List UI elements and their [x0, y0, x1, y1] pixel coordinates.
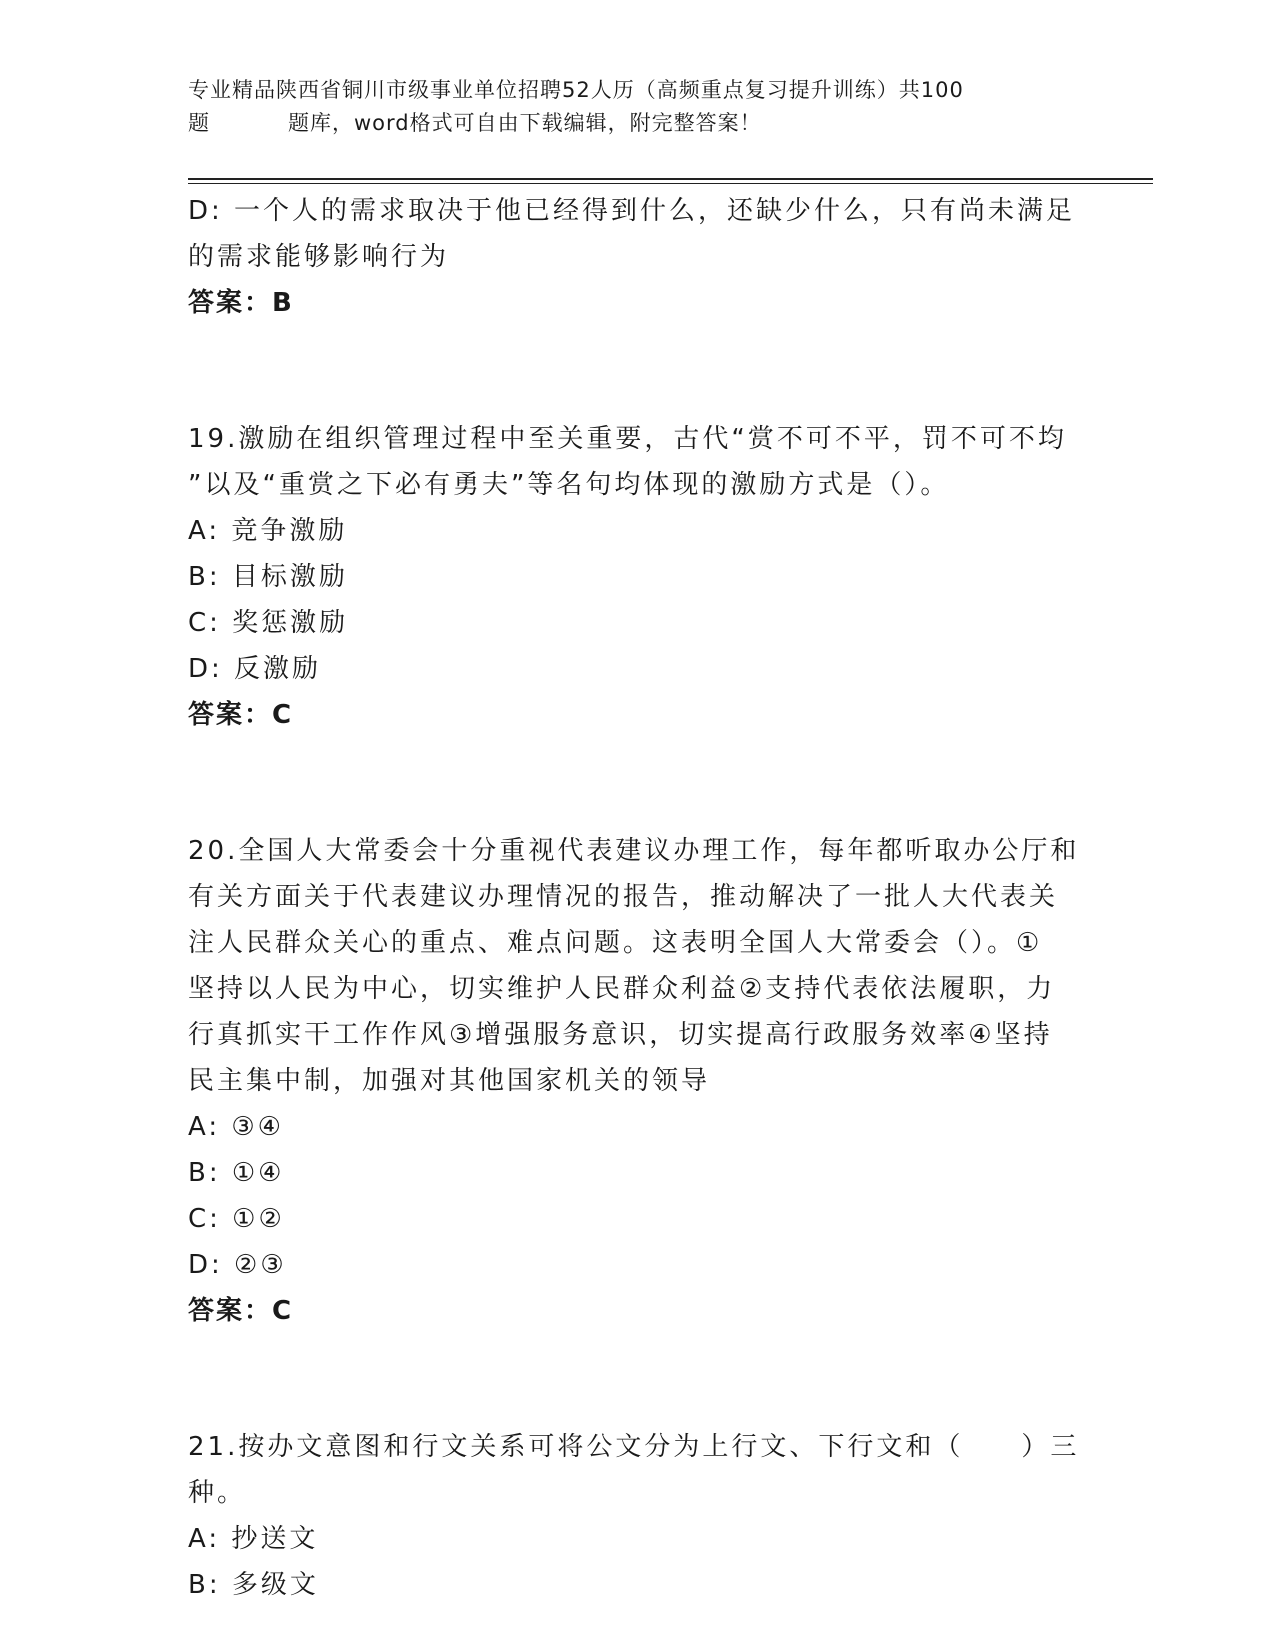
header-divider-thin: [188, 183, 1153, 184]
q20-answer: 答案：C: [188, 1296, 294, 1326]
q19-option-a: A: 竞争激励: [188, 516, 348, 546]
q21-option-b: B: 多级文: [188, 1570, 319, 1600]
q19-option-c: C: 奖惩激励: [188, 608, 349, 638]
q20-option-a: A: ③④: [188, 1112, 284, 1142]
question-spacer: [188, 326, 1068, 416]
q20-stem-line-2: 有关方面关于代表建议办理情况的报告，推动解决了一批人大代表关: [188, 882, 1059, 912]
question-spacer: [188, 1334, 1068, 1424]
page-header: [188, 74, 1088, 140]
q21-stem-line-2: 种。: [188, 1478, 247, 1508]
question-18-tail: [188, 188, 1076, 326]
q20-stem-line-5: 行真抓实干工作作风③增强服务意识，切实提高行政服务效率④坚持: [188, 1020, 1053, 1050]
q20-option-b: B: ①④: [188, 1158, 285, 1188]
header-line-1: 专业精品陕西省铜川市级事业单位招聘52人历（高频重点复习提升训练）共100: [188, 78, 964, 102]
q19-answer: 答案：C: [188, 700, 294, 730]
header-line-2-left: 题: [188, 111, 210, 135]
question-spacer: [188, 738, 1068, 828]
q18-option-d-line-1: D: 一个人的需求取决于他已经得到什么，还缺少什么，只有尚未满足: [188, 196, 1076, 226]
question-content: [188, 188, 1080, 1608]
q20-stem-line-6: 民主集中制，加强对其他国家机关的领导: [188, 1066, 711, 1096]
q19-option-d: D: 反激励: [188, 654, 322, 684]
q20-stem-line-1: 20.全国人大常委会十分重视代表建议办理工作，每年都听取办公厅和: [188, 836, 1080, 866]
question-20: [188, 828, 1080, 1334]
q19-stem-line-2: ”以及“重赏之下必有勇夫”等名句均体现的激励方式是（）。: [188, 470, 950, 500]
header-line-2-right: 题库，word格式可自由下载编辑，附完整答案！: [288, 111, 762, 135]
q18-answer: 答案：B: [188, 288, 294, 318]
q19-option-b: B: 目标激励: [188, 562, 348, 592]
q19-stem-line-1: 19.激励在组织管理过程中至关重要，古代“赏不可不平，罚不可不均: [188, 424, 1067, 454]
question-19: [188, 416, 1068, 738]
header-line-2: [188, 107, 1088, 140]
q20-option-d: D: ②③: [188, 1250, 287, 1280]
q21-option-a: A: 抄送文: [188, 1524, 319, 1554]
q21-stem-line-1: 21.按办文意图和行文关系可将公文分为上行文、下行文和（ ）三: [188, 1432, 1080, 1462]
header-divider-thick: [188, 178, 1153, 180]
q18-option-d-line-2: 的需求能够影响行为: [188, 242, 450, 272]
q20-stem-line-4: 坚持以人民为中心，切实维护人民群众利益②支持代表依法履职，力: [188, 974, 1056, 1004]
question-21: [188, 1424, 1080, 1608]
q20-option-c: C: ①②: [188, 1204, 285, 1234]
q20-stem-line-3: 注人民群众关心的重点、难点问题。这表明全国人大常委会（）。①: [188, 928, 1043, 958]
